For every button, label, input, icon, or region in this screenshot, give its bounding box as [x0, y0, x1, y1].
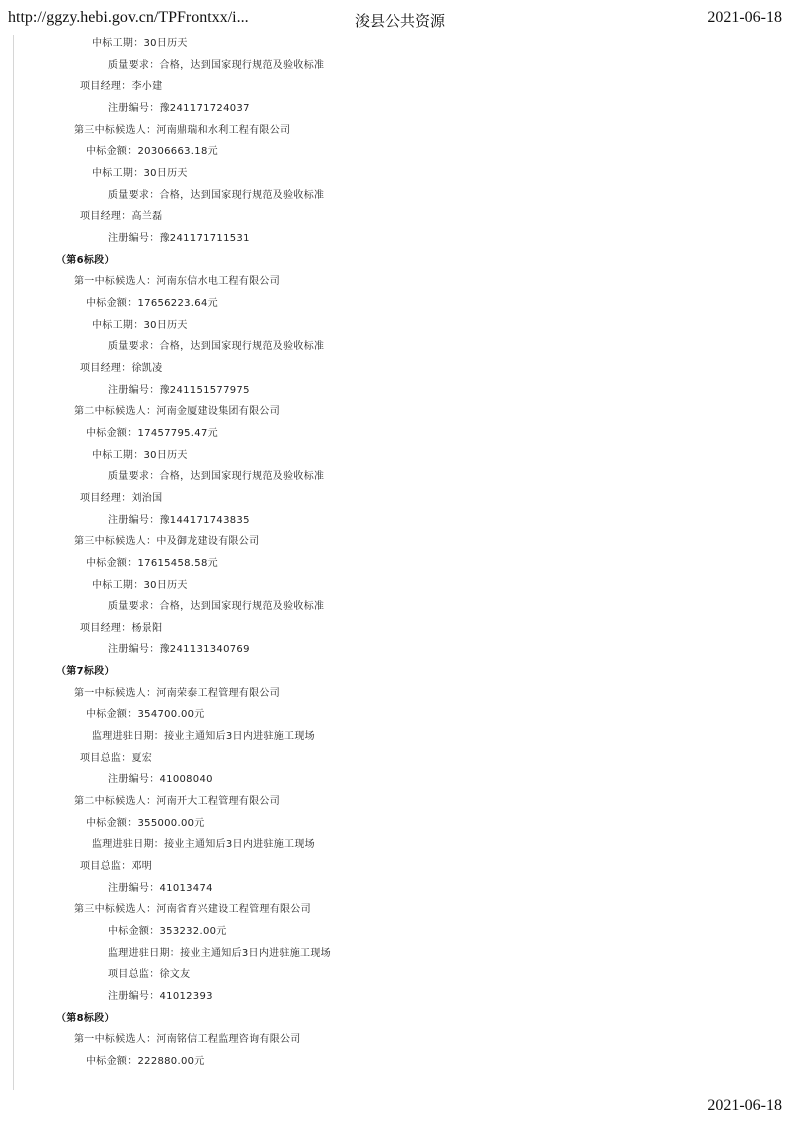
detail-line: 质量要求：合格，达到国家现行规范及验收标准 [108, 601, 325, 613]
detail-line: 项目经理：李小建 [80, 81, 163, 93]
detail-line: 质量要求：合格，达到国家现行规范及验收标准 [108, 341, 325, 353]
detail-line: 中标金额：17457795.47元 [86, 427, 218, 439]
page-title: 浚县公共资源 [354, 12, 445, 30]
detail-line: 注册编号：41012393 [108, 991, 213, 1003]
detail-line: 注册编号：豫241131340769 [108, 644, 250, 656]
detail-line: 中标金额：17615458.58元 [86, 557, 218, 569]
section-heading: （第8标段） [56, 1012, 115, 1024]
detail-line: 质量要求：合格，达到国家现行规范及验收标准 [108, 189, 325, 201]
section-heading: （第7标段） [56, 666, 115, 678]
detail-line: 注册编号：豫144171743835 [108, 514, 250, 526]
detail-line: 项目总监：邓明 [80, 861, 153, 873]
detail-line: 质量要求：合格，达到国家现行规范及验收标准 [108, 59, 325, 71]
detail-line: 项目经理：高兰磊 [80, 211, 163, 223]
detail-line: 第一中标候选人：河南东信水电工程有限公司 [74, 276, 280, 288]
detail-line: 中标金额：17656223.64元 [86, 297, 218, 309]
detail-line: 中标金额：354700.00元 [86, 709, 205, 721]
detail-line: 中标工期：30日历天 [92, 449, 188, 461]
detail-line: 监理进驻日期：接业主通知后3日内进驻施工现场 [92, 839, 315, 851]
detail-line: 注册编号：41008040 [108, 774, 213, 786]
detail-line: 中标金额：20306663.18元 [86, 146, 218, 158]
detail-line: 中标金额：353232.00元 [108, 926, 227, 938]
detail-line: 中标工期：30日历天 [92, 167, 188, 179]
detail-line: 中标工期：30日历天 [92, 38, 188, 49]
detail-line: 第三中标候选人：中及御龙建设有限公司 [74, 536, 260, 548]
detail-line: 监理进驻日期：接业主通知后3日内进驻施工现场 [92, 731, 315, 743]
detail-line: 注册编号：41013474 [108, 882, 213, 894]
detail-line: 第二中标候选人：河南开大工程管理有限公司 [74, 796, 280, 808]
detail-line: 中标金额：355000.00元 [86, 817, 205, 829]
detail-line: 第二中标候选人：河南金厦建设集团有限公司 [74, 406, 280, 418]
detail-line: 注册编号：豫241171724037 [108, 102, 250, 114]
detail-line: 监理进驻日期：接业主通知后3日内进驻施工现场 [108, 947, 331, 959]
print-date-bottom: 2021-06-18 [707, 1097, 782, 1114]
detail-line: 第三中标候选人：河南鼎瑞和水利工程有限公司 [74, 124, 291, 136]
detail-line: 第三中标候选人：河南省育兴建设工程管理有限公司 [74, 904, 311, 916]
detail-line: 中标金额：222880.00元 [86, 1056, 205, 1068]
detail-line: 第一中标候选人：河南铭信工程监理咨询有限公司 [74, 1034, 301, 1046]
detail-line: 注册编号：豫241171711531 [108, 232, 250, 244]
content-border [13, 35, 14, 1090]
detail-line: 质量要求：合格，达到国家现行规范及验收标准 [108, 471, 325, 483]
detail-line: 中标工期：30日历天 [92, 579, 188, 591]
detail-line: 第一中标候选人：河南荣泰工程管理有限公司 [74, 687, 280, 699]
detail-line: 项目经理：徐凯凌 [80, 362, 163, 374]
detail-line: 注册编号：豫241151577975 [108, 384, 250, 396]
print-date-top: 2021-06-18 [707, 9, 782, 26]
detail-line: 项目经理：刘治国 [80, 492, 163, 504]
detail-line: 项目总监：夏宏 [80, 752, 153, 764]
section-heading: （第6标段） [56, 254, 115, 266]
detail-line: 项目经理：杨景阳 [80, 622, 163, 634]
detail-line: 中标工期：30日历天 [92, 319, 188, 331]
page-url: http://ggzy.hebi.gov.cn/TPFrontxx/i... [8, 9, 249, 26]
detail-line: 项目总监：徐文友 [108, 969, 191, 981]
